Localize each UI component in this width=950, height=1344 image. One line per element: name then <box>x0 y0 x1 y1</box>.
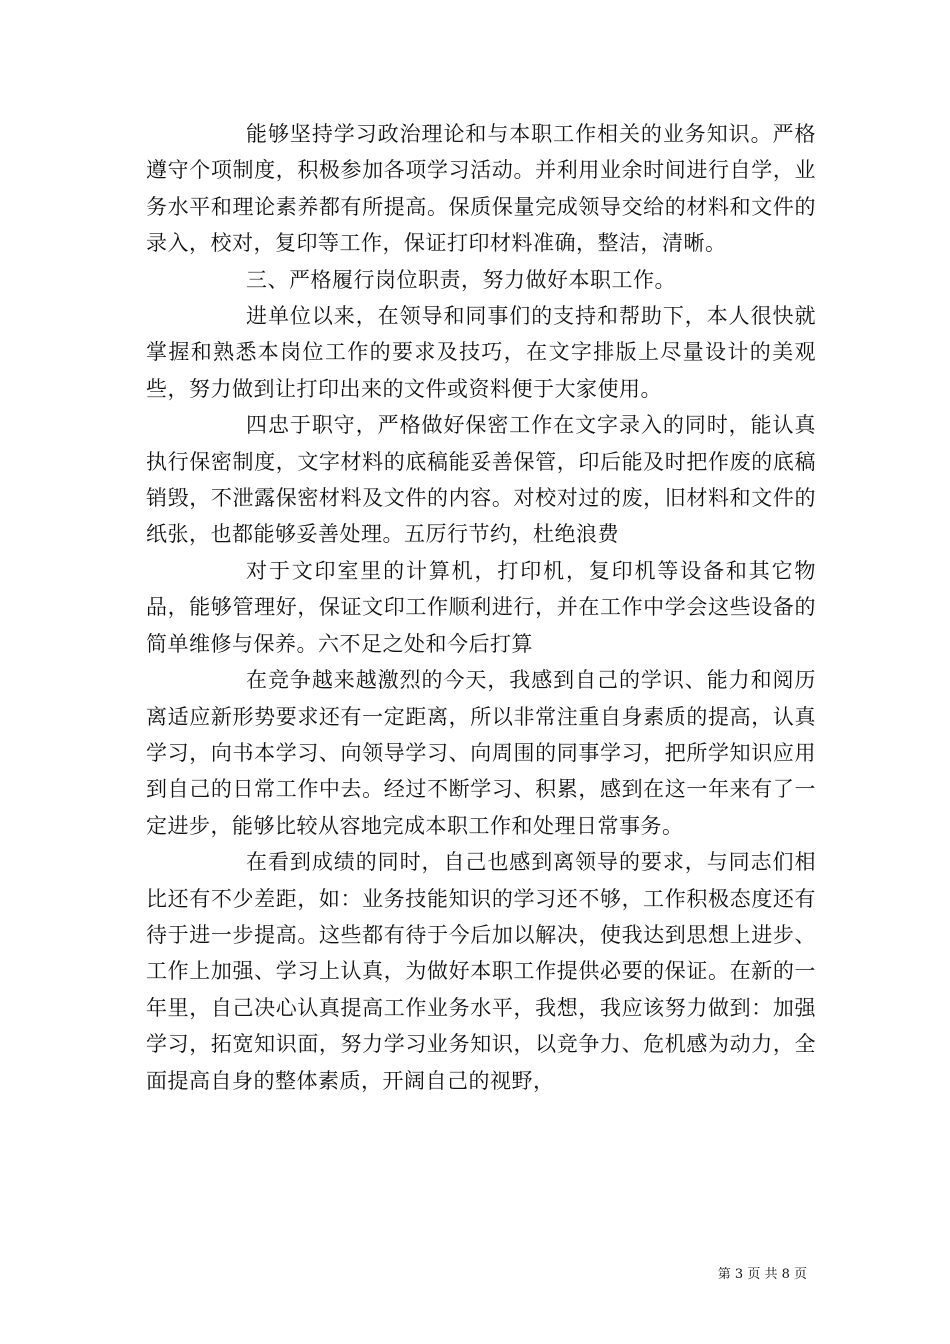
document-body <box>146 116 816 1099</box>
paragraph-study: 能够坚持学习政治理论和与本职工作相关的业务知识。严格遵守个项制度，积极参加各项学习活动。并利用业余时间进行自学，业务水平和理论素养都有所提高。保质保量完成领导交给的材料和文件的录入，校对，复印等工作，保证打印材料准确，整洁，清晰。 <box>146 122 816 256</box>
paragraph-joined-unit: 进单位以来，在领导和同事们的支持和帮助下，本人很快就掌握和熟悉本岗位工作的要求及技巧，在文字排版上尽量设计的美观些，努力做到让打印出来的文件或资料便于大家使用。 <box>146 304 816 401</box>
page-number: 第 3 页 共 8 页 <box>717 1267 807 1282</box>
paragraph-confidentiality: 四忠于职守，严格做好保密工作在文字录入的同时，能认真执行保密制度，文字材料的底稿能妥善保管，印后能及时把作废的底稿销毁，不泄露保密材料及文件的内容。对校对过的废，旧材料和文件的纸张，也都能够妥善处理。五厉行节约，杜绝浪费 <box>146 413 816 547</box>
paragraph-competition: 在竞争越来越激烈的今天，我感到自己的学识、能力和阅历离适应新形势要求还有一定距离，所以非常注重自身素质的提高，认真学习，向书本学习、向领导学习、向周围的同事学习，把所学知识应用到自己的日常工作中去。经过不断学习、积累，感到在这一年来有了一定进步，能够比较从容地完成本职工作和处理日常事务。 <box>146 668 816 838</box>
paragraph-equipment: 对于文印室里的计算机，打印机，复印机等设备和其它物品，能够管理好，保证文印工作顺利进行，并在工作中学会这些设备的简单维修与保养。六不足之处和今后打算 <box>146 558 816 656</box>
paragraph-shortcomings: 在看到成绩的同时，自己也感到离领导的要求，与同志们相比还有不少差距，如：业务技能知识的学习还不够，工作积极态度还有待于进一步提高。这些都有待于今后加以解决，使我达到思想上进步、工作上加强、学习上认真，为做好本职工作提供必要的保证。在新的一年里，自己决心认真提高工作业务水平，我想，我应该努力做到：加强学习，拓宽知识面，努力学习业务知识，以竞争力、危机感为动力，全面提高自身的整体素质，开阔自己的视野， <box>146 850 816 1093</box>
section-heading-duties: 三、严格履行岗位职责，努力做好本职工作。 <box>246 267 676 292</box>
